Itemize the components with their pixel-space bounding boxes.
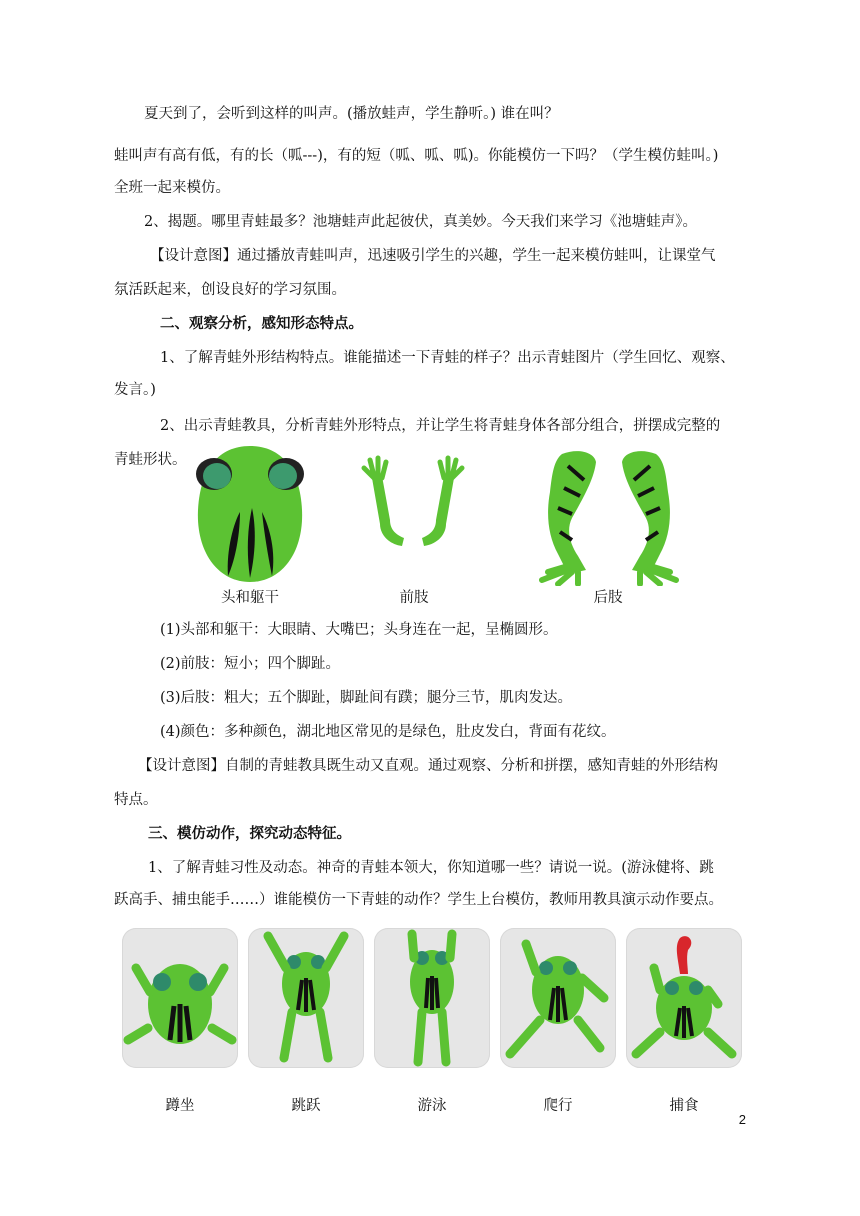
paragraph-intro-2a: 蛙叫声有高有低，有的长（呱---)，有的短（呱、呱、呱)。你能模仿一下吗？（学生模仿蛙叫。)	[114, 148, 719, 164]
caption-hindlimbs: 后肢	[593, 590, 623, 606]
paragraph-intro-2b: 全班一起来模仿。	[114, 180, 230, 196]
paragraph-observe-1b: 发言。)	[114, 382, 156, 398]
caption-jumping: 跳跃	[291, 1098, 321, 1114]
caption-head-body: 头和躯干	[221, 590, 279, 606]
list-item-forelimbs: (2)前肢：短小；四个脚趾。	[160, 656, 341, 672]
caption-catching-food: 捕食	[669, 1098, 699, 1114]
photo-swimming	[374, 928, 490, 1068]
caption-forelimbs: 前肢	[399, 590, 429, 606]
paragraph-intro-1: 夏天到了，会听到这样的叫声。(播放蛙声，学生静听。) 谁在叫？	[144, 106, 559, 122]
section-heading-3: 三、模仿动作，探究动态特征。	[148, 825, 351, 842]
photo-crawling	[500, 928, 616, 1068]
paragraph-observe-2b: 青蛙形状。	[114, 452, 187, 468]
photo-squatting	[122, 928, 238, 1068]
paragraph-observe-1a: 1、了解青蛙外形结构特点。谁能描述一下青蛙的样子？出示青蛙图片（学生回忆、观察、	[160, 350, 735, 366]
caption-swimming: 游泳	[417, 1098, 447, 1114]
paragraph-imitate-1a: 1、了解青蛙习性及动态。神奇的青蛙本领大，你知道哪一些？请说一说。(游泳健将、跳	[148, 860, 714, 876]
frog-head-body-image	[190, 440, 310, 588]
caption-squatting: 蹲坐	[165, 1098, 195, 1114]
list-item-head: (1)头部和躯干：大眼睛、大嘴巴；头身连在一起，呈椭圆形。	[160, 622, 558, 638]
frog-hindlimbs-image	[528, 444, 690, 586]
design-intent-1b: 氛活跃起来，创设良好的学习氛围。	[114, 282, 346, 298]
design-intent-1a: 【设计意图】通过播放青蛙叫声，迅速吸引学生的兴趣，学生一起来模仿蛙叫，让课堂气	[150, 248, 716, 264]
photo-catching-food	[626, 928, 742, 1068]
design-intent-2b: 特点。	[114, 792, 158, 808]
list-item-color: (4)颜色：多种颜色，湖北地区常见的是绿色，肚皮发白，背面有花纹。	[160, 724, 616, 740]
design-intent-2a: 【设计意图】自制的青蛙教具既生动又直观。通过观察、分析和拼摆，感知青蛙的外形结构	[138, 758, 718, 774]
caption-crawling: 爬行	[543, 1098, 573, 1114]
photo-jumping	[248, 928, 364, 1068]
frog-forelimbs-image	[358, 454, 468, 550]
page-number: 2	[738, 1112, 746, 1127]
paragraph-reveal: 2、揭题。哪里青蛙最多？池塘蛙声此起彼伏，真美妙。今天我们来学习《池塘蛙声》。	[144, 214, 697, 230]
paragraph-observe-2a: 2、出示青蛙教具，分析青蛙外形特点，并让学生将青蛙身体各部分组合，拼摆成完整的	[160, 418, 721, 434]
section-heading-2: 二、观察分析，感知形态特点。	[160, 315, 363, 332]
paragraph-imitate-1b: 跃高手、捕虫能手……）谁能模仿一下青蛙的动作？学生上台模仿，教师用教具演示动作要点。	[114, 892, 723, 908]
list-item-hindlimbs: (3)后肢：粗大；五个脚趾，脚趾间有蹼；腿分三节，肌肉发达。	[160, 690, 573, 706]
